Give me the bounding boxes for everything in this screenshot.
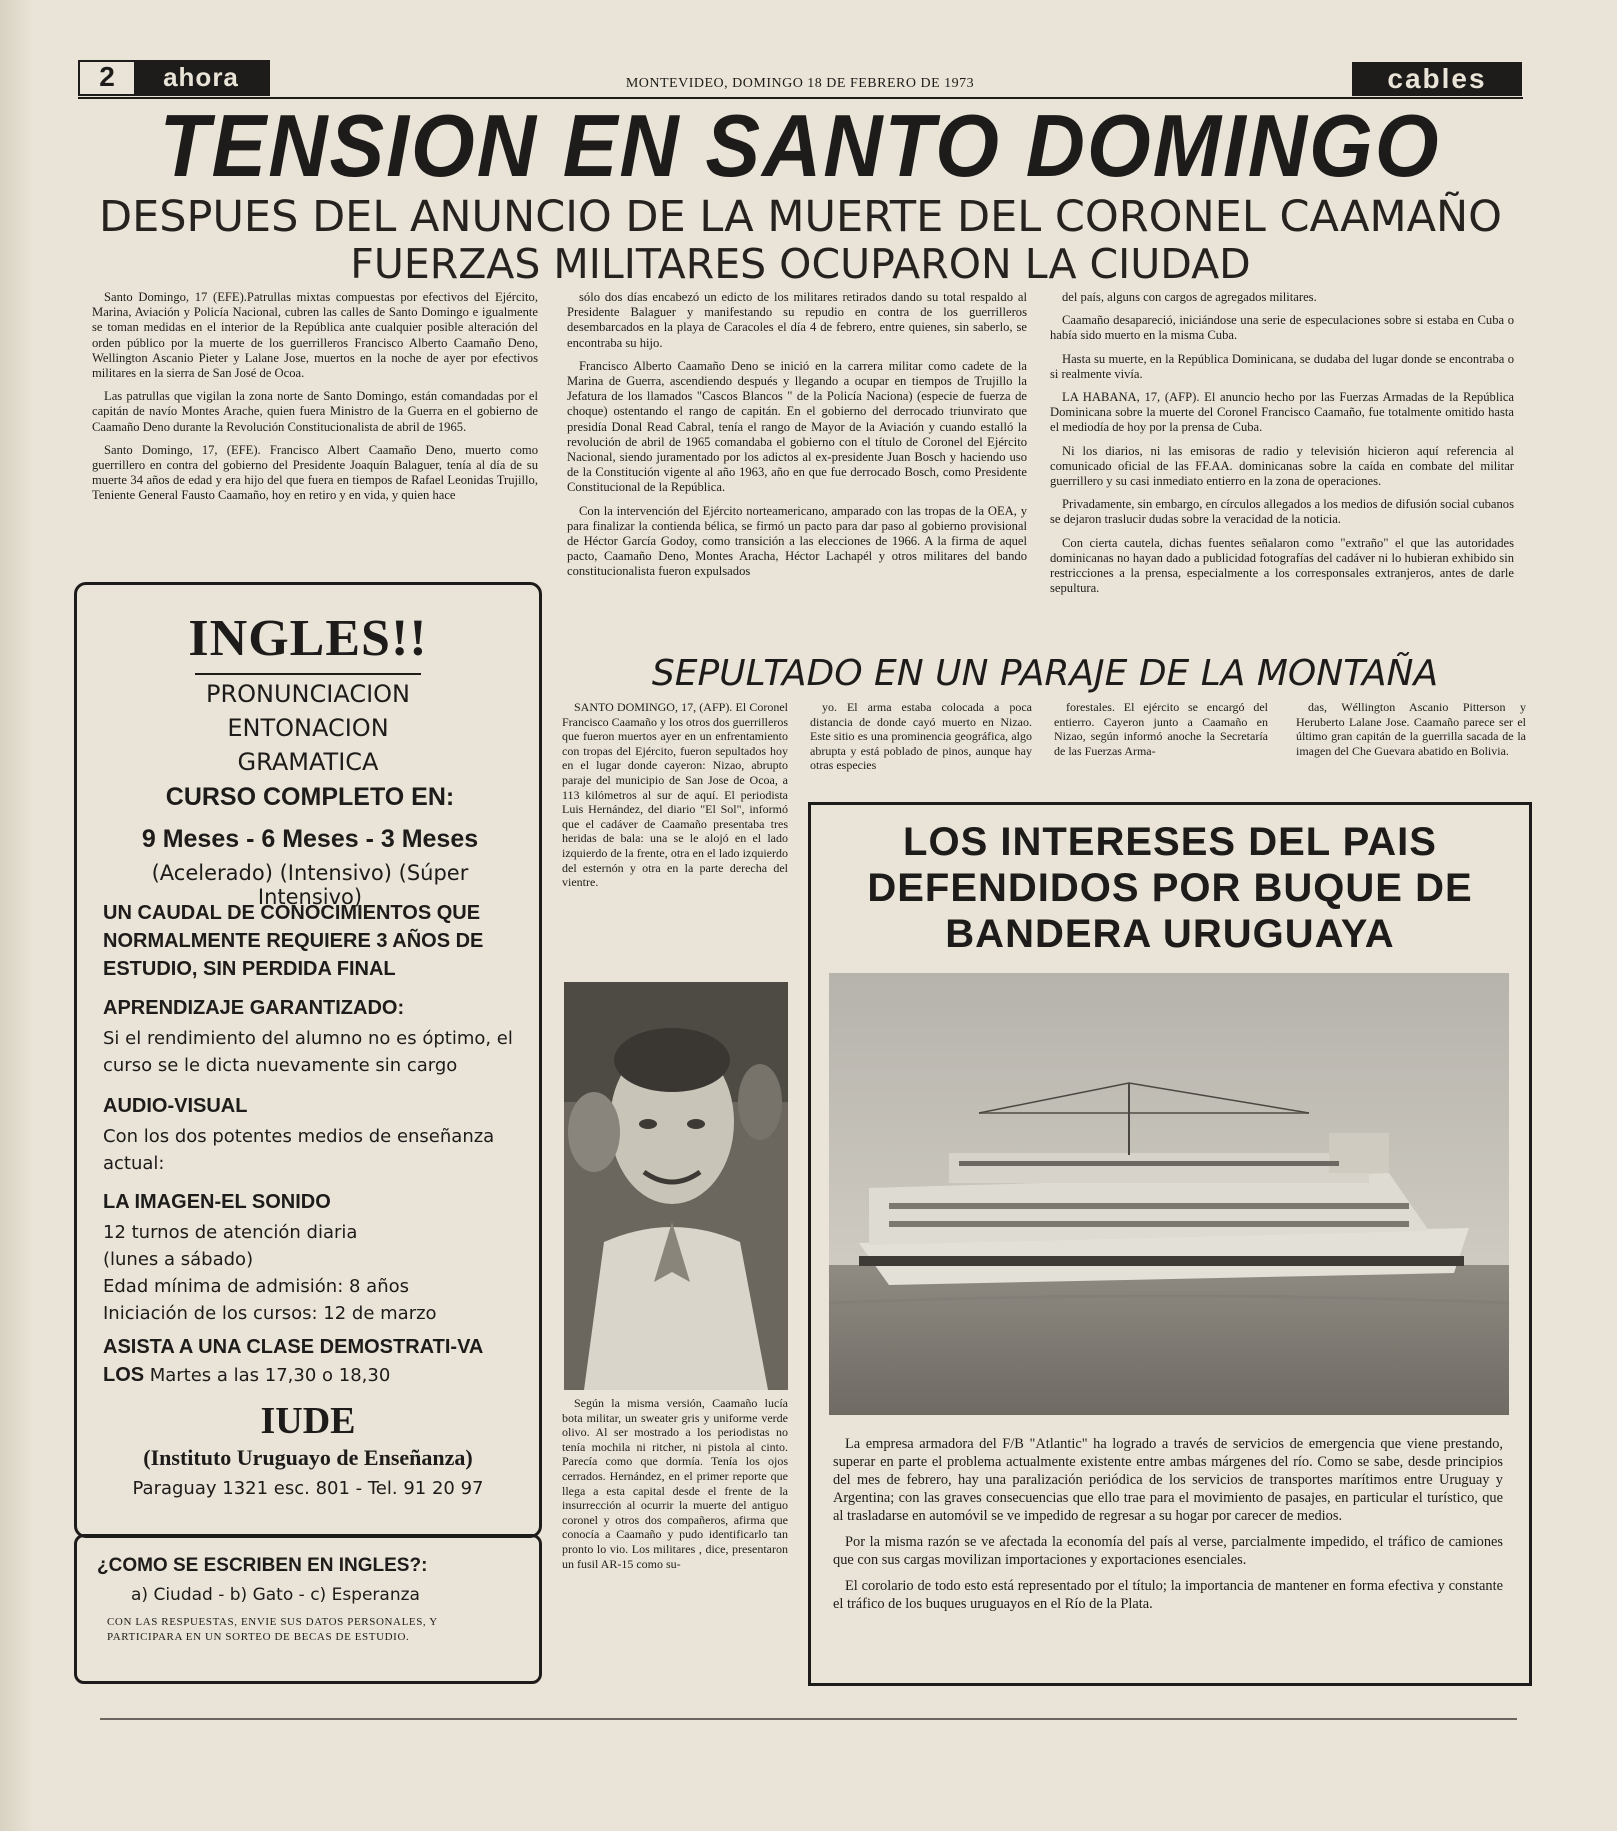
subheadline-2: FUERZAS MILITARES OCUPARON LA CIUDAD <box>350 240 1251 288</box>
quiz-question: ¿COMO SE ESCRIBEN EN INGLES?: <box>97 1555 428 1576</box>
ferry-image <box>829 973 1509 1415</box>
page-number-box <box>78 60 270 96</box>
story2-column-1 <box>562 700 788 898</box>
ferry-photo <box>829 973 1509 1415</box>
ad-institute: IUDE <box>260 1400 356 1442</box>
paragraph: La empresa armadora del F/B "Atlantic" ha logrado a través de servicios de emergencia que viene prestando, superar en parte el problema actualmente existente entre ambas márgenes del río. Como se sabe, desde principios del mes de febrero, hay una paralización periódica de los servicios de transportes marítimos entre Uruguay y Argentina; con las graves consecuencias que ello trae para el movimiento de pasajes, en particular el turístico, que al trasladarse en automóvil se ve impedido de regresar a su hogar por carecer de medios. <box>833 1436 1503 1524</box>
ad-demo <box>103 1333 517 1390</box>
quiz-options: a) Ciudad - b) Gato - c) Esperanza <box>131 1585 420 1605</box>
ship-headline-line: DEFENDIDOS POR BUQUE DE <box>867 866 1473 910</box>
main-headline: TENSION EN SANTO DOMINGO <box>159 97 1441 196</box>
english-quiz-ad <box>74 1534 542 1684</box>
portrait-image <box>564 982 788 1390</box>
ad-title-rule <box>195 673 421 675</box>
paragraph: Hasta su muerte, en la República Dominicana, se dudaba del lugar donde se encontraba o si realmente vivía. <box>1050 351 1514 381</box>
ad-days: (lunes a sábado) <box>103 1249 254 1270</box>
ad-subject: ENTONACION <box>227 714 389 742</box>
ad-course-head: CURSO COMPLETO EN: <box>165 783 455 811</box>
page-footer-rule <box>100 1698 1517 1720</box>
quiz-note: CON LAS RESPUESTAS, ENVIE SUS DATOS PERSONALES, Y PARTICIPARA EN UN SORTEO DE BECAS DE ESTUDIO. <box>107 1616 438 1643</box>
ad-durations: 9 Meses - 6 Meses - 3 Meses <box>141 825 479 853</box>
page-spine <box>0 0 34 1831</box>
article-column-2 <box>567 290 1027 588</box>
paragraph: yo. El arma estaba colocada a poca distancia de donde cayó muerto en Nizao. Este sitio es una prominencia geográfica, algo abrupta y está poblado de pinos, aunque hay otras especies <box>810 700 1032 773</box>
ad-modes: (Acelerado) (Intensivo) (Súper Intensivo) <box>151 861 469 909</box>
ad-start-date: Iniciación de los cursos: 12 de marzo <box>103 1303 437 1324</box>
ad-claim: UN CAUDAL DE CONOCIMIENTOS QUE NORMALMENTE REQUIERE 3 AÑOS DE ESTUDIO, SIN PERDIDA FINAL <box>103 902 484 980</box>
ad-av-head: AUDIO-VISUAL <box>103 1095 248 1117</box>
ad-min-age: Edad mínima de admisión: 8 años <box>103 1276 410 1297</box>
ad-demo-text: Martes a las 17,30 o 18,30 <box>149 1365 391 1386</box>
paragraph: LA HABANA, 17, (AFP). El anuncio hecho por las Fuerzas Armadas de la República Dominicana sobre la muerte del Coronel Francisco Caamaño, fue totalmente omitido hasta el mediodía de hoy por la prensa de Cuba. <box>1050 390 1514 435</box>
paragraph: Privadamente, sin embargo, en círculos allegados a los medios de difusión social cubanos se dejaron traslucir dudas sobre la veracidad de la noticia. <box>1050 497 1514 527</box>
story2-headline: SEPULTADO EN UN PARAJE DE LA MONTAÑA <box>651 653 1439 694</box>
ship-article <box>833 1435 1503 1621</box>
paragraph: forestales. El ejército se encargó del entierro. Cayeron junto a Caamaño en Nizao, según informó anoche la Secretaría de las Fuerzas Arma- <box>1054 700 1268 758</box>
ad-subject: PRONUNCIACION <box>205 680 411 708</box>
ship-story-box <box>808 802 1532 1686</box>
english-course-ad <box>74 582 542 1538</box>
portrait-photo <box>564 982 788 1390</box>
dateline: MONTEVIDEO, DOMINGO 18 DE FEBRERO DE 1973 <box>625 76 975 91</box>
ad-title: INGLES!! <box>188 610 428 667</box>
page-number: 2 <box>80 62 134 94</box>
paragraph: Con la intervención del Ejército norteamericano, amparado con las tropas de la OEA, y para finalizar la contienda bélica, se firmó un pacto para dar paso al gobierno provisional de Héctor García Godoy, como transición a las elecciones de 1966. A la firma de aquel pacto, Caamaño Deno, Montes Aracha, Héctor Lachapél y otros militares del bando constitucionalista fueron expulsados <box>567 503 1027 579</box>
paragraph: Caamaño desapareció, iniciándose una serie de especulaciones sobre si estaba en Cuba o había sido muerto en la misma Cuba. <box>1050 313 1514 343</box>
section-name: ahora <box>134 62 268 94</box>
story2-column-4 <box>1296 700 1526 766</box>
ad-guarantee-head: APRENDIZAJE GARANTIZADO: <box>103 997 405 1019</box>
paragraph: SANTO DOMINGO, 17, (AFP). El Coronel Francisco Caamaño y los otros dos guerrilleros que fueron muertos ayer en un enfrentamiento con tropas del Ejército, fueron sepultados hoy en el lugar donde cayeron: Nizao, abrupto paraje del municipio de San Jose de Ocoa, a 113 kilómetros al sur de aquí. El periodista Luis Hernández, del diario "El Sol", informó que el cadáver de Caamaño presentaba tres heridas de bala: una se le alojó en el lado izquierdo de la frente, otra en el lado izquierdo del esternón y otra en la parte derecha del vientre. <box>562 700 788 890</box>
paragraph: del país, alguns con cargos de agregados militares. <box>1062 290 1317 304</box>
ad-guarantee-text: Si el rendimiento del alumno no es óptimo, el curso se le dicta nuevamente sin cargo <box>103 1028 513 1076</box>
article-column-3 <box>1050 290 1514 604</box>
paragraph: Santo Domingo, 17 (EFE).Patrullas mixtas compuestas por efectivos del Ejército, Marina, Aviación y Policía Nacional, cubren las calles de Santo Domingo e igualmente se toman medidas en el interior de la República ante cualquier posible alteración del orden público por la muerte de los guerrilleros Francisco Alberto Caamaño Deno, Wellington Ascanio Pieter y Lalane Jose, muertos en la noche de ayer por efectivos militares en la sierra de San José de Ocoa. <box>92 290 538 381</box>
story2-column-5 <box>562 1396 788 1579</box>
paragraph: Francisco Alberto Caamaño Deno se inició en la carrera militar como cadete de la Marina de Guerra, ascendiendo después y llegando a ocupar en tiempos de Trujillo la Jefatura de los llamados "Cascos Blancos " de la Policía Naciona) (especie de fuerza de choque) ostentando el rango de capitán. En el gobierno del derrocado triunvirato que presidía Donal Read Cabral, tenía el rango de Mayor de la Aviación y cuando estalló la revolución de abril de 1965 comandaba el gobierno con el título de Coronel del Ejército Nacional, siendo juramentado por los adictos al ex-presidente Juan Bosch y haciendo uso de la Constitución vigente al año 1963, año en que fue derrocado Bosch, como Presidente Constitucional de la República. <box>567 358 1027 495</box>
paragraph: Ni los diarios, ni las emisoras de radio y televisión hicieron aquí referencia al comunicado oficial de las FF.AA. dominicanas sobre la caída en combate del militar guerrillero y su casi inmediato entierro en la zona de operaciones. <box>1050 443 1514 489</box>
ad-turns: 12 turnos de atención diaria <box>103 1222 358 1243</box>
article-column-1 <box>92 290 538 512</box>
ad-av-text: Con los dos potentes medios de enseñanza actual: <box>103 1126 495 1174</box>
ad-institute-full: (Instituto Uruguayo de Enseñanza) <box>143 1445 473 1470</box>
ship-headline-line: LOS INTERESES DEL PAIS <box>903 820 1437 864</box>
paragraph: Por la misma razón se ve afectada la economía del país al verse, parcialmente impedido, el tráfico de camiones que con sus cargas movilizan importaciones y exportaciones esenciales. <box>833 1534 1503 1568</box>
ad-subjects <box>77 677 539 779</box>
story2-column-3 <box>1054 700 1268 766</box>
ad-image-sound: LA IMAGEN-EL SONIDO <box>103 1191 331 1213</box>
paragraph: Santo Domingo, 17, (EFE). Francisco Albert Caamaño Deno, muerto como guerrillero en contra del gobierno del Presidente Joaquín Balaguer, tenía al día de su muerte 34 años de edad y era hijo del que fuera en tiempos de Rafael Leonidas Trujillo, Teniente General Fausto Caamaño, hoy en retiro y en vida, y quien hace <box>92 442 538 503</box>
paragraph: Con cierta cautela, dichas fuentes señalaron como "extraño" el que las autoridades dominicanas no hayan dado a publicidad fotografías del cadáver ni lo hubieran exhibido sin restricciones a la prensa, especialmente a los corresponsales extranjeros, antes de darle sepultura. <box>1050 535 1514 596</box>
ad-subject: GRAMATICA <box>237 748 379 776</box>
subheadline-1: DESPUES DEL ANUNCIO DE LA MUERTE DEL CORONEL CAAMAÑO <box>98 192 1503 242</box>
ship-headline <box>811 819 1529 957</box>
story2-column-2 <box>810 700 1032 781</box>
paragraph: Las patrullas que vigilan la zona norte de Santo Domingo, están comandadas por el capitán de navío Montes Arache, quien fuera Ministro de la Guerra en el gobierno de Caamaño Deno durante la Revolución Constitucionalista de abril de 1965. <box>92 389 538 434</box>
ad-address: Paraguay 1321 esc. 801 - Tel. 91 20 97 <box>132 1478 484 1499</box>
paragraph: Según la misma versión, Caamaño lucía bota militar, un sweater gris y uniforme verde olivo. Al ser mostrado a los periodistas no tenía mochila ni ritcher, ni pistola al cinto. Parecía como que dormía. Tenía los ojos cerrados. Hernández, en el primer reporte que llega a esta capital desde el frente de la insurrección al ocurrir la muerte del antiguo coronel y otros dos compañeros, afirma que conocía a Caamaño y pudo identificarlo tan pronto lo vio. Los militares , dice, presentaron un fusil AR-15 como su- <box>562 1396 788 1571</box>
section-tag: cables <box>1352 62 1522 96</box>
ad-demo-head: ASISTA A UNA CLASE DEMOSTRATI-VA LOS <box>103 1336 483 1386</box>
paragraph: das, Wéllington Ascanio Pitterson y Heruberto Lalane Jose. Caamaño parece ser el último gran capitán de la guerrilla sacada de la imagen del Che Guevara abatido en Bolivia. <box>1296 700 1526 758</box>
paragraph: sólo dos días encabezó un edicto de los militares retirados dando su total respaldo al Presidente Balaguer y manifestando su repudio en contra de los guerrilleros desembarcados en la playa de Caracoles el día 4 de febrero, entre quienes, sin saberlo, se encontraba su hijo. <box>567 290 1027 350</box>
ship-headline-line: BANDERA URUGUAYA <box>945 912 1395 956</box>
paragraph: El corolario de todo esto está representado por el título; la importancia de mantener en forma efectiva y constante el tráfico de los buques uruguayos en el Río de la Plata. <box>833 1578 1503 1612</box>
